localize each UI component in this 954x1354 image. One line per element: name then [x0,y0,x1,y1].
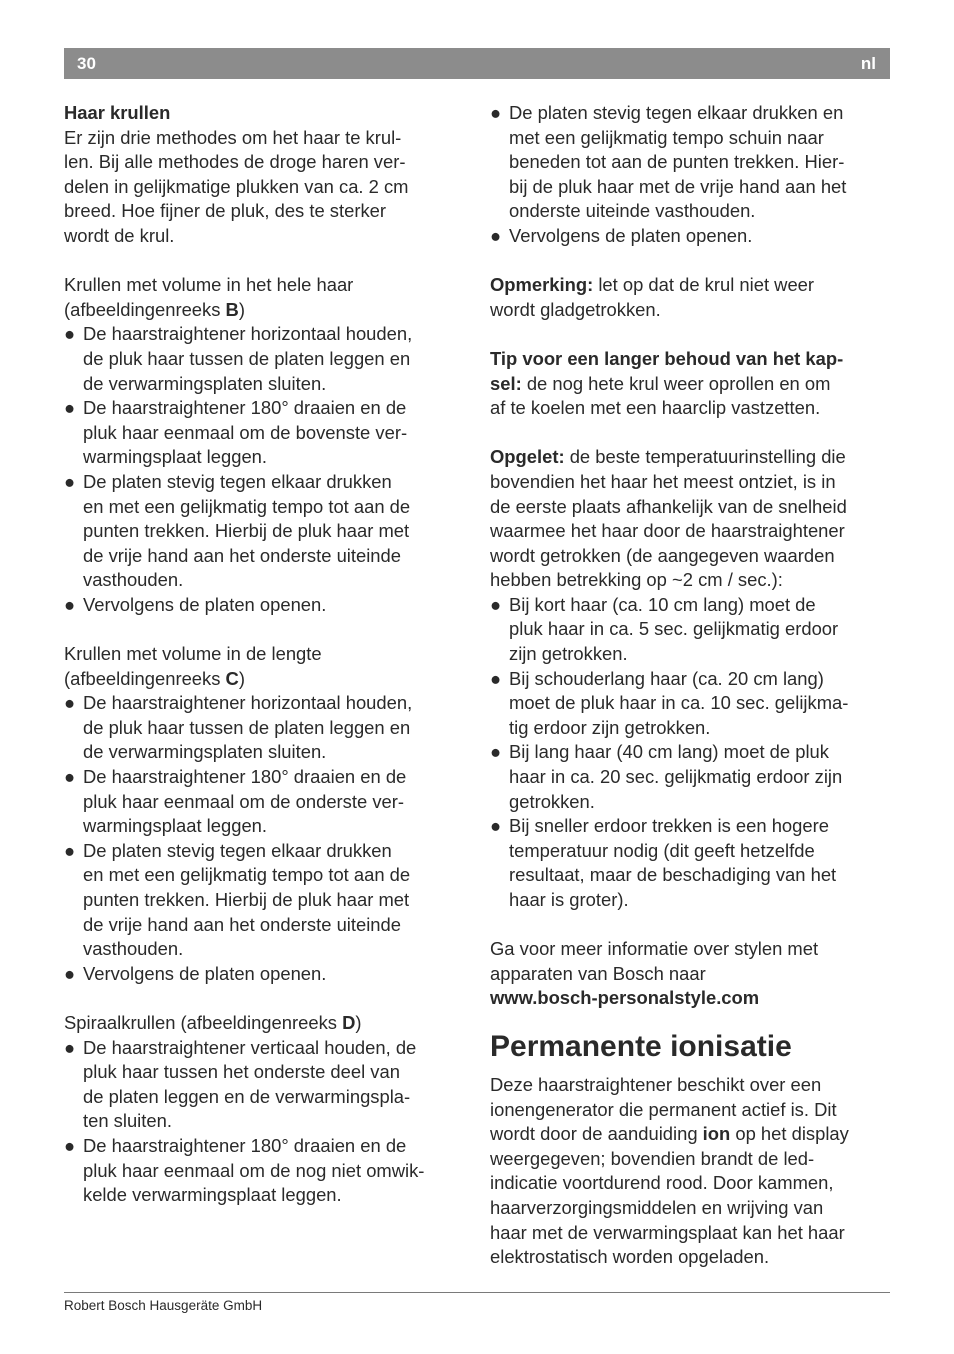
bullet-icon: ● [490,102,502,123]
bullet-list-speed [490,593,890,913]
list-item-text: De haarstraightener 180° draaien en de pluk haar eenmaal om de bovenste ver- warmingsplaat leggen. [83,397,408,468]
bullet-icon: ● [64,397,76,419]
list-item [490,593,890,667]
list-item [490,101,890,224]
list-item [64,1036,464,1134]
list-item-text: De platen stevig tegen elkaar drukken en met een gelijkmatig tempo tot aan de punten trekken. Hierbij de pluk haar met de vrije hand aan het onderste uiteinde vasthouden. [83,839,411,960]
list-item [64,396,464,470]
list-item-text: De platen stevig tegen elkaar drukken en met een gelijkmatig tempo schuin naar beneden tot aan de punten trekken. Hier- bij de pluk haar met de vrije hand aan het onderste uiteinde vasthouden. [509,102,847,222]
list-item-text: Bij kort haar (ca. 10 cm lang) moet de pluk haar in ca. 5 sec. gelijkmatig erdoor zijn getrokken. [509,593,839,665]
bullet-list-b [64,322,464,617]
list-item [490,740,890,814]
list-item [64,962,464,987]
method-c: Krullen met volume in de lengte (afbeeldingenreeks C) ● De haarstraightener horizontaal houden, de pluk haar tussen de platen leggen en de verwarmingsplaten sluiten. ● De haarstraightener 180° draaien en de pluk haar eenmaal om de onderste ver- warmingsplaat leggen. ● De platen stevig tegen elkaar drukken en met een gelijkmatig tempo tot aan de punten trekken. Hierbij de pluk haar met de vrije hand aan het onderste uiteinde vasthouden. ● Vervolgens de platen openen. [64,642,464,986]
ionisation-title: Permanente ionisatie [490,1029,792,1063]
bullet-icon: ● [64,1036,76,1058]
bullet-icon: ● [64,839,76,861]
bullet-list-c [64,691,464,986]
list-item [490,667,890,741]
footer-divider [64,1292,890,1293]
list-item-text: Bij sneller erdoor trekken is een hogere temperatuur nodig (dit geeft hetzelfde resultaat, maar de beschadiging van het haar is groter). [509,815,837,910]
caution-paragraph: Opgelet: de beste temperatuurinstelling die bovendien het haar het meest ontziet, is in de eerste plaats afhankelijk van de snelheid waarmee het haar door de haarstraightener wordt getrokken (de aangegeven waarden hebben betrekking op ~2 cm / sec.): ● Bij kort haar (ca. 10 cm lang) moet de pluk haar in ca. 5 sec. gelijkmatig erdoor zijn getrokken. ● Bij schouderlang haar (ca. 20 cm lang) moet de pluk haar in ca. 10 sec. gelijkma- tig erdoor zijn getrokken. ● Bij lang haar (40 cm lang) moet de pluk haar in ca. 20 sec. gelijkmatig erdoor zijn getrokken. ● Bij sneller erdoor trekken is een hogere temperatuur nodig (dit geeft hetzelfde resultaat, maar de beschadiging van het haar is groter). [490,445,890,912]
bullet-icon: ● [490,667,502,689]
bullet-icon: ● [64,593,76,615]
bullet-icon: ● [490,224,502,246]
list-item [64,593,464,618]
list-item [490,224,890,249]
list-item-text: Vervolgens de platen openen. [83,962,327,984]
list-item [64,322,464,396]
method-d: Spiraalkrullen (afbeeldingenreeks D) ● De haarstraightener verticaal houden, de pluk haar tussen het onderste deel van de platen leggen en de verwarmingspla- ten sluiten. ● De haarstraightener 180° draaien en de pluk haar eenmaal om de nog niet omwik- kelde verwarmingsplaat leggen. [64,1011,464,1208]
list-item [64,691,464,765]
method-b: Krullen met volume in het hele haar (afbeeldingenreeks B) ● De haarstraightener horizontaal houden, de pluk haar tussen de platen leggen en de verwarmingsplaten sluiten. ● De haarstraightener 180° draaien en de pluk haar eenmaal om de bovenste ver- warmingsplaat leggen. ● De platen stevig tegen elkaar drukken en met een gelijkmatig tempo tot aan de punten trekken. Hierbij de pluk haar met de vrije hand aan het onderste uiteinde vasthouden. ● Vervolgens de platen openen. [64,273,464,617]
list-item [64,1134,464,1208]
footer-company: Robert Bosch Hausgeräte GmbH [64,1298,263,1313]
left-column [64,101,464,1208]
ionisation-paragraph: Deze haarstraightener beschikt over een ionengenerator die permanent actief is. Dit wordt door de aanduiding ion op het display weergegeven; bovendien brandt de led- indicatie voortdurend rood. Door kammen, haarverzorgingsmiddelen en wrijving van haar met de verwarmingsplaat kan het haar elektrostatisch worden opgeladen. [490,1073,849,1268]
website-url: www.bosch-personalstyle.com [490,987,760,1009]
bullet-icon: ● [64,766,76,788]
page-number: 30 [77,54,96,73]
section-heading: Haar krullen [64,102,171,123]
intro-paragraph: Er zijn drie methodes om het haar te krul- len. Bij alle methodes de droge haren ver- delen in gelijkmatige plukken van ca. 2 cm breed. Hoe fijner de pluk, des te sterker wordt de krul. [64,126,409,246]
list-item-text: De platen stevig tegen elkaar drukken en met een gelijkmatig tempo tot aan de punten trekken. Hierbij de pluk haar met de vrije hand aan het onderste uiteinde vasthouden. [83,470,411,591]
bullet-icon: ● [64,962,76,984]
bullet-icon: ● [490,815,502,837]
list-item-text: Bij lang haar (40 cm lang) moet de pluk haar in ca. 20 sec. gelijkmatig erdoor zijn getrokken. [509,741,843,812]
list-item-text: Vervolgens de platen openen. [83,593,327,615]
list-item [64,765,464,839]
language-code: nl [860,54,876,73]
list-item [64,839,464,962]
bullet-icon: ● [64,470,76,492]
list-item [490,814,890,912]
bullet-icon: ● [490,741,502,763]
list-item-text: De haarstraightener verticaal houden, de pluk haar tussen het onderste deel van de platen leggen en de verwarmingspla- ten sluiten. [83,1036,417,1132]
bullet-icon: ● [64,323,76,345]
list-item-text: De haarstraightener horizontaal houden, de pluk haar tussen de platen leggen en de verwarmingsplaten sluiten. [83,692,413,763]
list-item-text: Bij schouderlang haar (ca. 20 cm lang) moet de pluk haar in ca. 10 sec. gelijkma- tig erdoor zijn getrokken. [509,667,849,738]
list-item-text: De haarstraightener 180° draaien en de pluk haar eenmaal om de onderste ver- warmingsplaat leggen. [83,766,407,837]
bullet-icon: ● [64,692,76,714]
bullet-icon: ● [490,593,502,615]
list-item-text: De haarstraightener 180° draaien en de pluk haar eenmaal om de nog niet omwik- kelde verwarmingsplaat leggen. [83,1134,425,1206]
bullet-list-continued [490,101,890,249]
info-paragraph: Ga voor meer informatie over stylen met apparaten van Bosch naar www.bosch-personalstyle.com [490,938,819,1009]
tip-paragraph: Tip voor een langer behoud van het kap- sel: de nog hete krul weer oprollen en om af te koelen met een haarclip vastzetten. [490,347,844,419]
right-column [490,101,890,1270]
page-header-bar [64,48,890,79]
list-item [64,470,464,593]
note-paragraph: Opmerking: let op dat de krul niet weer wordt gladgetrokken. [490,274,815,320]
bullet-icon: ● [64,1134,76,1156]
list-item-text: Vervolgens de platen openen. [509,224,753,246]
bullet-list-d [64,1036,464,1208]
list-item-text: De haarstraightener horizontaal houden, de pluk haar tussen de platen leggen en de verwarmingsplaten sluiten. [83,323,413,394]
